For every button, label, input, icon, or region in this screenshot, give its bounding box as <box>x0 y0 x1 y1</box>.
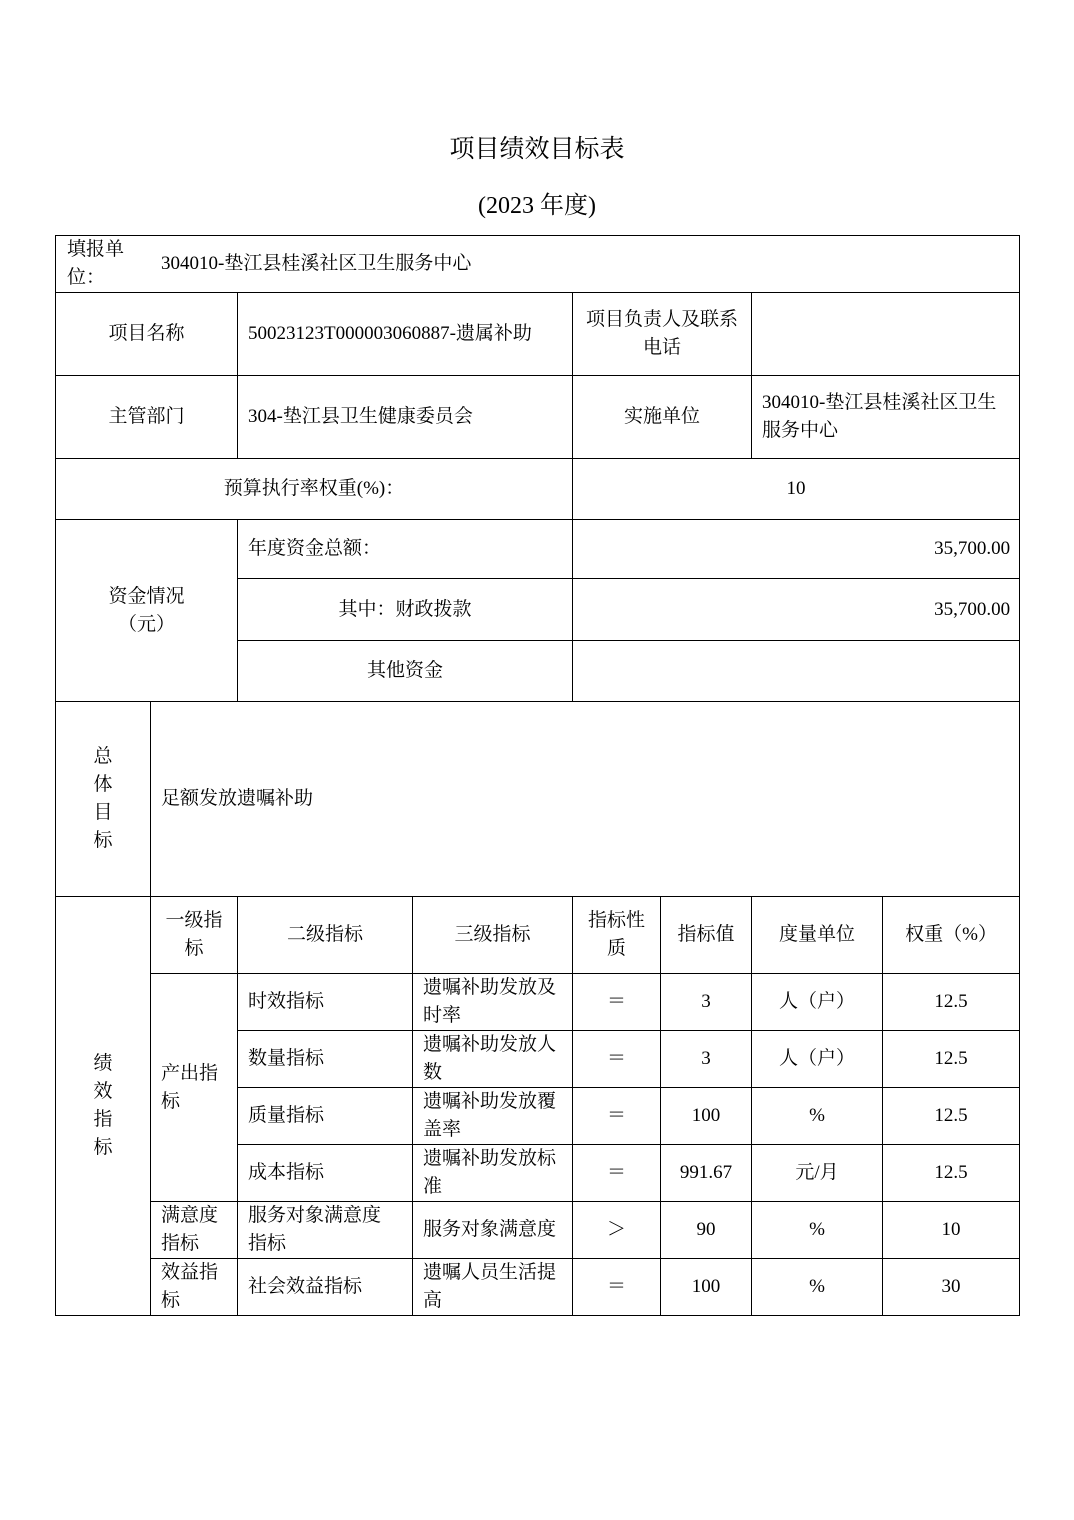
weight-cell: 12.5 <box>883 1088 1020 1145</box>
nature-cell: ＝ <box>573 1088 661 1145</box>
level3-cell: 服务对象满意度 <box>413 1202 573 1259</box>
funds-other-label: 其他资金 <box>238 641 573 702</box>
unit-cell: 人（户） <box>752 1031 883 1088</box>
indicators-label: 绩效指标 <box>93 1053 113 1158</box>
department-row <box>56 376 1020 459</box>
header-unit: 度量单位 <box>752 897 883 974</box>
reporting-unit-row <box>56 236 1020 293</box>
budget-rate-label: 预算执行率权重(%)： <box>56 459 573 520</box>
header-weight: 权重（%） <box>883 897 1020 974</box>
project-name-value: 50023123T000003060887-遗属补助 <box>238 293 573 376</box>
unit-cell: 元/月 <box>752 1145 883 1202</box>
funds-total-value: 35,700.00 <box>573 520 1020 579</box>
level3-cell: 遗嘱补助发放标准 <box>413 1145 573 1202</box>
funds-fiscal-label: 其中：财政拨款 <box>238 579 573 641</box>
overall-goal-value: 足额发放遗嘱补助 <box>151 702 1020 897</box>
budget-rate-row <box>56 459 1020 520</box>
implementing-unit-label: 实施单位 <box>573 376 752 459</box>
project-name-label: 项目名称 <box>56 293 238 376</box>
level1-output: 产出指标 <box>151 974 238 1202</box>
weight-cell: 12.5 <box>883 974 1020 1031</box>
indicators-label-cell <box>56 897 151 1316</box>
level2-cell: 质量指标 <box>238 1088 413 1145</box>
weight-cell: 10 <box>883 1202 1020 1259</box>
unit-cell: % <box>752 1202 883 1259</box>
overall-goal-label-cell <box>56 702 151 897</box>
table-row <box>56 1259 1020 1316</box>
level3-cell: 遗嘱补助发放覆盖率 <box>413 1088 573 1145</box>
project-contact-label: 项目负责人及联系电话 <box>573 293 752 376</box>
weight-cell: 12.5 <box>883 1031 1020 1088</box>
nature-cell: ＝ <box>573 1145 661 1202</box>
level3-cell: 遗嘱人员生活提高 <box>413 1259 573 1316</box>
document-subtitle: (2023 年度) <box>478 193 596 219</box>
project-contact-value <box>752 293 1020 376</box>
reporting-unit-cell <box>56 236 1020 293</box>
weight-cell: 30 <box>883 1259 1020 1316</box>
unit-cell: 人（户） <box>752 974 883 1031</box>
document-title: 项目绩效目标表 <box>449 136 625 163</box>
funds-other-value <box>573 641 1020 702</box>
funds-label: 资金情况 （元） <box>56 520 238 702</box>
budget-rate-value: 10 <box>573 459 1020 520</box>
reporting-unit-label: 填报单位： <box>67 239 125 288</box>
level1-benefit: 效益指标 <box>151 1259 238 1316</box>
funds-total-row <box>56 520 1020 579</box>
nature-cell: ＞ <box>573 1202 661 1259</box>
department-label: 主管部门 <box>56 376 238 459</box>
funds-total-label: 年度资金总额： <box>238 520 573 579</box>
level2-cell: 数量指标 <box>238 1031 413 1088</box>
level3-cell: 遗嘱补助发放人数 <box>413 1031 573 1088</box>
implementing-unit-value: 304010-垫江县桂溪社区卫生服务中心 <box>752 376 1020 459</box>
value-cell: 3 <box>661 1031 752 1088</box>
unit-cell: % <box>752 1088 883 1145</box>
overall-goal-row <box>56 702 1020 897</box>
level3-cell: 遗嘱补助发放及时率 <box>413 974 573 1031</box>
level1-satisfaction: 满意度指标 <box>151 1202 238 1259</box>
department-value: 304-垫江县卫生健康委员会 <box>238 376 573 459</box>
project-name-row <box>56 293 1020 376</box>
value-cell: 3 <box>661 974 752 1031</box>
performance-target-table <box>55 235 1020 1316</box>
value-cell: 100 <box>661 1088 752 1145</box>
nature-cell: ＝ <box>573 1259 661 1316</box>
header-level3: 三级指标 <box>413 897 573 974</box>
header-nature: 指标性质 <box>573 897 661 974</box>
level2-cell: 成本指标 <box>238 1145 413 1202</box>
weight-cell: 12.5 <box>883 1145 1020 1202</box>
nature-cell: ＝ <box>573 974 661 1031</box>
overall-goal-label: 总体目标 <box>93 746 113 851</box>
table-row <box>56 974 1020 1031</box>
value-cell: 991.67 <box>661 1145 752 1202</box>
reporting-unit-value: 304010-垫江县桂溪社区卫生服务中心 <box>161 253 472 274</box>
header-value: 指标值 <box>661 897 752 974</box>
nature-cell: ＝ <box>573 1031 661 1088</box>
level2-cell: 社会效益指标 <box>238 1259 413 1316</box>
unit-cell: % <box>752 1259 883 1316</box>
value-cell: 90 <box>661 1202 752 1259</box>
table-row <box>56 1202 1020 1259</box>
level2-cell: 服务对象满意度指标 <box>238 1202 413 1259</box>
funds-fiscal-value: 35,700.00 <box>573 579 1020 641</box>
header-level2: 二级指标 <box>238 897 413 974</box>
value-cell: 100 <box>661 1259 752 1316</box>
indicator-header-row <box>56 897 1020 974</box>
level2-cell: 时效指标 <box>238 974 413 1031</box>
header-level1: 一级指标 <box>151 897 238 974</box>
